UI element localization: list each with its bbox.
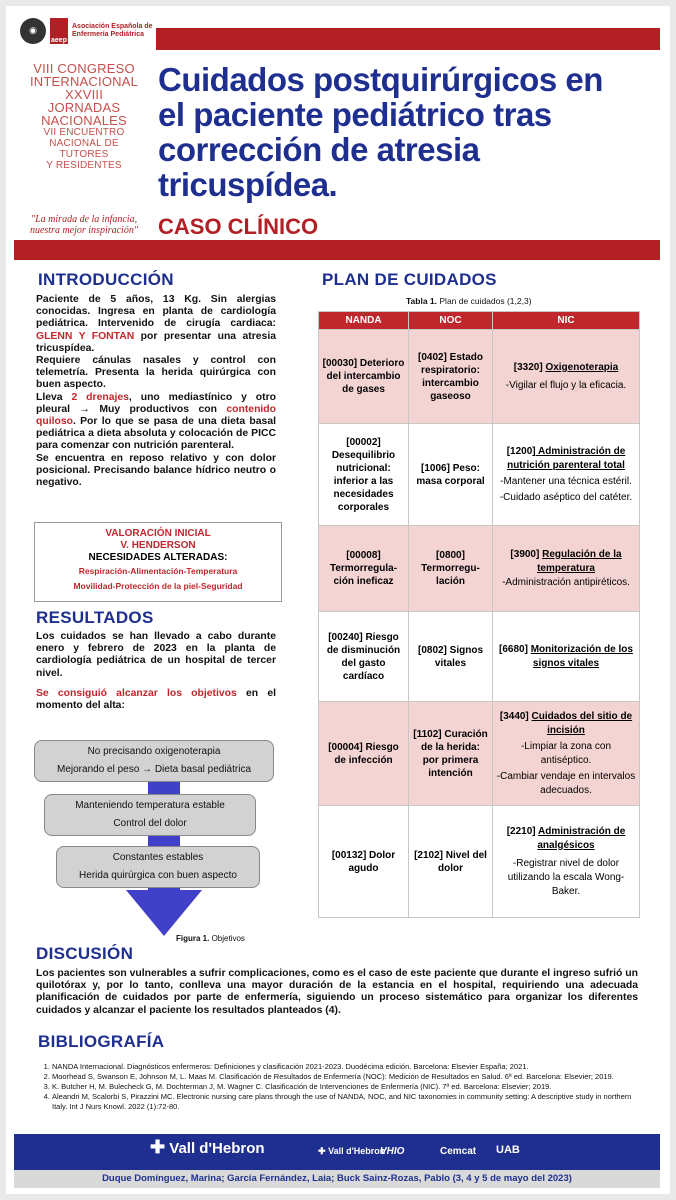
congress-line: XXVIII — [64, 87, 104, 102]
table-row — [319, 526, 640, 612]
vhio-logo: VHIO — [380, 1146, 405, 1157]
valoracion-subtitle: V. HENDERSON — [120, 540, 196, 551]
poster-subtitle: CASO CLÍNICO — [158, 214, 319, 239]
noc-cell: [0402] Estado respiratorio: intercambio gaseoso — [409, 330, 493, 424]
intro-highlight: GLENN Y FONTAN — [36, 330, 135, 342]
table-row — [319, 424, 640, 526]
reference-item: 1. NANDA Internacional. Diagnósticos enfermeros: Definiciones y clasificación 2021-2023. Duodécima edición. Barcelona: Elsevier España; 2021. — [52, 1062, 636, 1072]
congress-line: VII ENCUENTRO — [43, 127, 125, 138]
noc-cell: [2102] Nivel del dolor — [409, 806, 493, 918]
aeep-mark: aeep — [50, 18, 68, 44]
valoracion-box — [34, 522, 282, 602]
nic-item: -Cambiar vendaje en intervalos adecuados. — [496, 770, 636, 796]
title-line: el paciente pediátrico tras — [158, 96, 552, 133]
intro-text — [36, 294, 276, 489]
valoracion-needs: Respiración-Alimentación-Temperatura — [78, 566, 238, 576]
reference-item: 2. Moorhead S, Swanson E, Johnson M, L. Maas M. Clasificación de Resultados de Enfermería (NOC): Medición de Resultados en Salud. 6ª ed. Barcelona: Elsevier; 2019. — [52, 1072, 636, 1082]
cross-icon: ✚ — [150, 1137, 166, 1157]
intro-heading: INTRODUCCIÓN — [38, 270, 174, 289]
nic-code: [6680] — [499, 643, 531, 655]
objective-text: Manteniendo temperatura estable — [75, 800, 225, 811]
objective-pill — [44, 794, 256, 836]
table-row — [319, 612, 640, 702]
nanda-cell: [00240] Riesgo de disminución del gasto cardíaco — [319, 612, 409, 702]
valoracion-needs-label: NECESIDADES ALTERADAS: — [88, 552, 228, 563]
figure-caption — [176, 934, 245, 943]
intro-text-part: Paciente de 5 años, 13 Kg. Sin alergias conocidas. Ingresa en planta de cardiología pediátrica. Intervenido de cirugía cardiaca: — [36, 294, 276, 330]
globe-icon: ◉ — [20, 18, 46, 44]
nic-title — [496, 710, 636, 738]
resultados-text — [36, 631, 276, 712]
nic-cell — [493, 330, 640, 424]
logo-text: Vall d'Hebron — [328, 1146, 386, 1156]
figure-caption-text: Objetivos — [209, 934, 245, 943]
title-line: tricuspídea. — [158, 166, 338, 203]
nanda-cell: [00030] Deterioro del intercambio de gases — [319, 330, 409, 424]
vall-hebron-logo — [150, 1137, 265, 1157]
nic-code: [3440] — [499, 710, 532, 722]
congress-line: TUTORES — [59, 149, 109, 160]
resultados-highlight: Se consiguió alcanzar los objetivos — [36, 687, 237, 699]
congress-line: JORNADAS — [47, 100, 121, 115]
column-header-nic: NIC — [493, 312, 640, 330]
nic-item: -Limpiar la zona con antiséptico. — [520, 740, 612, 766]
objective-text: Constantes estables — [112, 852, 204, 863]
nic-title — [496, 361, 636, 375]
plan-heading: PLAN DE CUIDADOS — [322, 270, 497, 289]
authors-line: Duque Domínguez, Marina; García Fernández, Laia; Buck Sainz-Rozas, Pablo (3, 4 y 5 de mayo del 2023) — [14, 1170, 660, 1188]
valoracion-title: VALORACIÓN INICIAL — [105, 528, 211, 539]
cross-icon: ✚ — [318, 1146, 326, 1156]
vall-hebron-institute-logo — [318, 1146, 385, 1157]
figure-caption-label: Figura 1. — [176, 934, 210, 943]
nic-title — [496, 548, 636, 576]
nic-code: [3900] — [510, 548, 543, 560]
header-bottom-red-bar — [14, 240, 660, 260]
reference-item: 4. Aleandri M, Scalorbi S, Pirazzini MC. Electronic nursing care plans through the use of NANDA, NOC, and NIC taxonomies in community setting: A descriptive study in northern Italy. Int J Nurs Knowl. 2022 (1):72-80. — [52, 1092, 636, 1112]
reference-list — [40, 1062, 636, 1112]
intro-highlight: contenido quiloso — [36, 403, 276, 428]
title-line: Cuidados postquirúrgicos en — [158, 61, 603, 98]
intro-text-part: . Por lo que se pasa de una dieta basal pediátrica a dieta absoluta y colocación de PICC para comenzar con nutrición parenteral. — [36, 416, 276, 452]
quote-line: "La mirada de la infancia, — [30, 214, 138, 225]
column-header-nanda: NANDA — [319, 312, 409, 330]
resultados-text-part: en el momento del alta: — [36, 687, 276, 712]
association-logo — [20, 18, 162, 44]
noc-cell: [0800] Termorregu-lación — [409, 526, 493, 612]
congress-block — [18, 62, 150, 171]
nic-item: -Administración antipiréticos. — [502, 576, 630, 588]
objective-text: Control del dolor — [113, 818, 187, 829]
table-caption-label: Tabla 1. — [406, 296, 438, 306]
nic-title-text: Regulación de la temperatura — [537, 548, 622, 574]
nic-item: -Registrar nivel de dolor utilizando la escala Wong-Baker. — [507, 857, 625, 897]
nanda-cell: [00132] Dolor agudo — [319, 806, 409, 918]
congress-quote — [20, 214, 148, 236]
congress-line: VIII CONGRESO — [33, 61, 135, 76]
nic-cell — [493, 424, 640, 526]
table-caption — [406, 296, 532, 306]
table-row — [319, 702, 640, 806]
title-line: corrección de atresia — [158, 131, 480, 168]
intro-paragraph: Se encuentra en reposo relativo y con dolor posicional. Precisando balance hídrico neutro o negativo. — [36, 452, 276, 489]
cemcat-logo: Cemcat — [440, 1146, 477, 1157]
resultados-paragraph: Los cuidados se han llevado a cabo durante enero y febrero de 2023 en la planta de cardiología pediátrica de un hospital de tercer nivel. — [36, 631, 276, 679]
noc-cell: [1006] Peso: masa corporal — [409, 424, 493, 526]
congress-line: NACIONALES — [41, 113, 127, 128]
nanda-cell: [00008] Termorregula-ción ineficaz — [319, 526, 409, 612]
nic-title — [496, 445, 636, 473]
objective-text: Herida quirúrgica con buen aspecto — [79, 870, 237, 881]
table-row — [319, 806, 640, 918]
intro-highlight: 2 drenajes — [71, 391, 129, 403]
nic-cell — [493, 702, 640, 806]
nic-cell — [493, 806, 640, 918]
quote-line: nuestra mejor inspiración" — [29, 225, 139, 236]
objective-pill — [56, 846, 260, 888]
nic-code: [2210] — [506, 825, 539, 837]
nic-item: -Mantener una técnica estéril. — [500, 475, 632, 487]
bibliografia-heading: BIBLIOGRAFÍA — [38, 1032, 165, 1051]
nic-code: [1200] — [506, 445, 536, 457]
nic-title-text: Administración de analgésicos — [537, 825, 626, 851]
nic-title — [496, 643, 636, 671]
noc-cell: [1102] Curación de la herida: por primera intención — [409, 702, 493, 806]
table-row — [319, 330, 640, 424]
poster-title — [158, 62, 658, 202]
association-name: Asociación Española de Enfermería Pediátrica — [72, 23, 153, 38]
nic-title-text: Monitorización de los signos vitales — [530, 643, 633, 669]
intro-paragraph: Requiere cánulas nasales y control con telemetría. Presenta la herida quirúrgica con buen aspecto. — [36, 355, 276, 391]
nic-title-text: Oxigenoterapia — [545, 361, 619, 373]
care-plan-table — [318, 311, 640, 918]
nic-code: [3320] — [513, 361, 546, 373]
intro-text-part: , uno mediastínico y otro pleural → Muy productivos con — [36, 391, 276, 415]
objective-text: Mejorando el peso → Dieta basal pediátrica — [57, 764, 251, 775]
discusion-text: Los pacientes son vulnerables a sufrir complicaciones, como es el caso de este paciente que durante el ingreso sufrió un quilotórax y, por lo tanto, conlleva una mayor duración de la estancia en el hospital, requiriendo una adecuada planificación de cuidados por parte de enfermería, siguiendo un proceso sistemático para organizar los diferentes cuidados y alcanzar el paciente los resultados planteados (4). — [36, 968, 638, 1016]
nic-item: -Vigilar el flujo y la eficacia. — [505, 379, 627, 391]
valoracion-needs: Movilidad-Protección de la piel-Seguridad — [73, 581, 243, 591]
intro-text-part: Lleva — [36, 391, 72, 403]
top-red-bar — [156, 28, 660, 50]
nic-cell — [493, 526, 640, 612]
table-header-row — [319, 312, 640, 330]
discusion-heading: DISCUSIÓN — [36, 944, 134, 963]
noc-cell: [0802] Signos vitales — [409, 612, 493, 702]
objective-text: No precisando oxigenoterapia — [87, 746, 221, 757]
column-header-noc: NOC — [409, 312, 493, 330]
nanda-cell: [00004] Riesgo de infección — [319, 702, 409, 806]
resultados-heading: RESULTADOS — [36, 608, 154, 627]
nic-title-text: Cuidados del sitio de incisión — [531, 710, 633, 736]
objective-pill — [34, 740, 274, 782]
uab-logo: UAB — [496, 1144, 520, 1156]
congress-line: NACIONAL DE — [49, 138, 119, 149]
nic-cell — [493, 612, 640, 702]
nic-item: -Cuidado aséptico del catéter. — [499, 491, 633, 503]
nic-title-text: Administración de nutrición parenteral total — [507, 445, 626, 471]
nanda-cell: [00002] Desequilibrio nutricional: inferior a las necesidades corporales — [319, 424, 409, 526]
intro-text-part: por presentar una atresia tricuspídea. — [36, 330, 276, 354]
table-caption-text: Plan de cuidados (1,2,3) — [437, 296, 532, 306]
reference-item: 3. K. Butcher H, M. Bulecheck G, M. Dochterman J, M. Wagner C. Clasificación de Intervenciones de Enfermería (NIC). 7ª ed. Barcelona: Elsevier; 2019. — [52, 1082, 636, 1092]
congress-line: Y RESIDENTES — [46, 160, 122, 171]
logo-text: Vall d'Hebron — [169, 1140, 265, 1157]
congress-line: INTERNACIONAL — [29, 74, 139, 89]
nic-title — [496, 825, 636, 853]
